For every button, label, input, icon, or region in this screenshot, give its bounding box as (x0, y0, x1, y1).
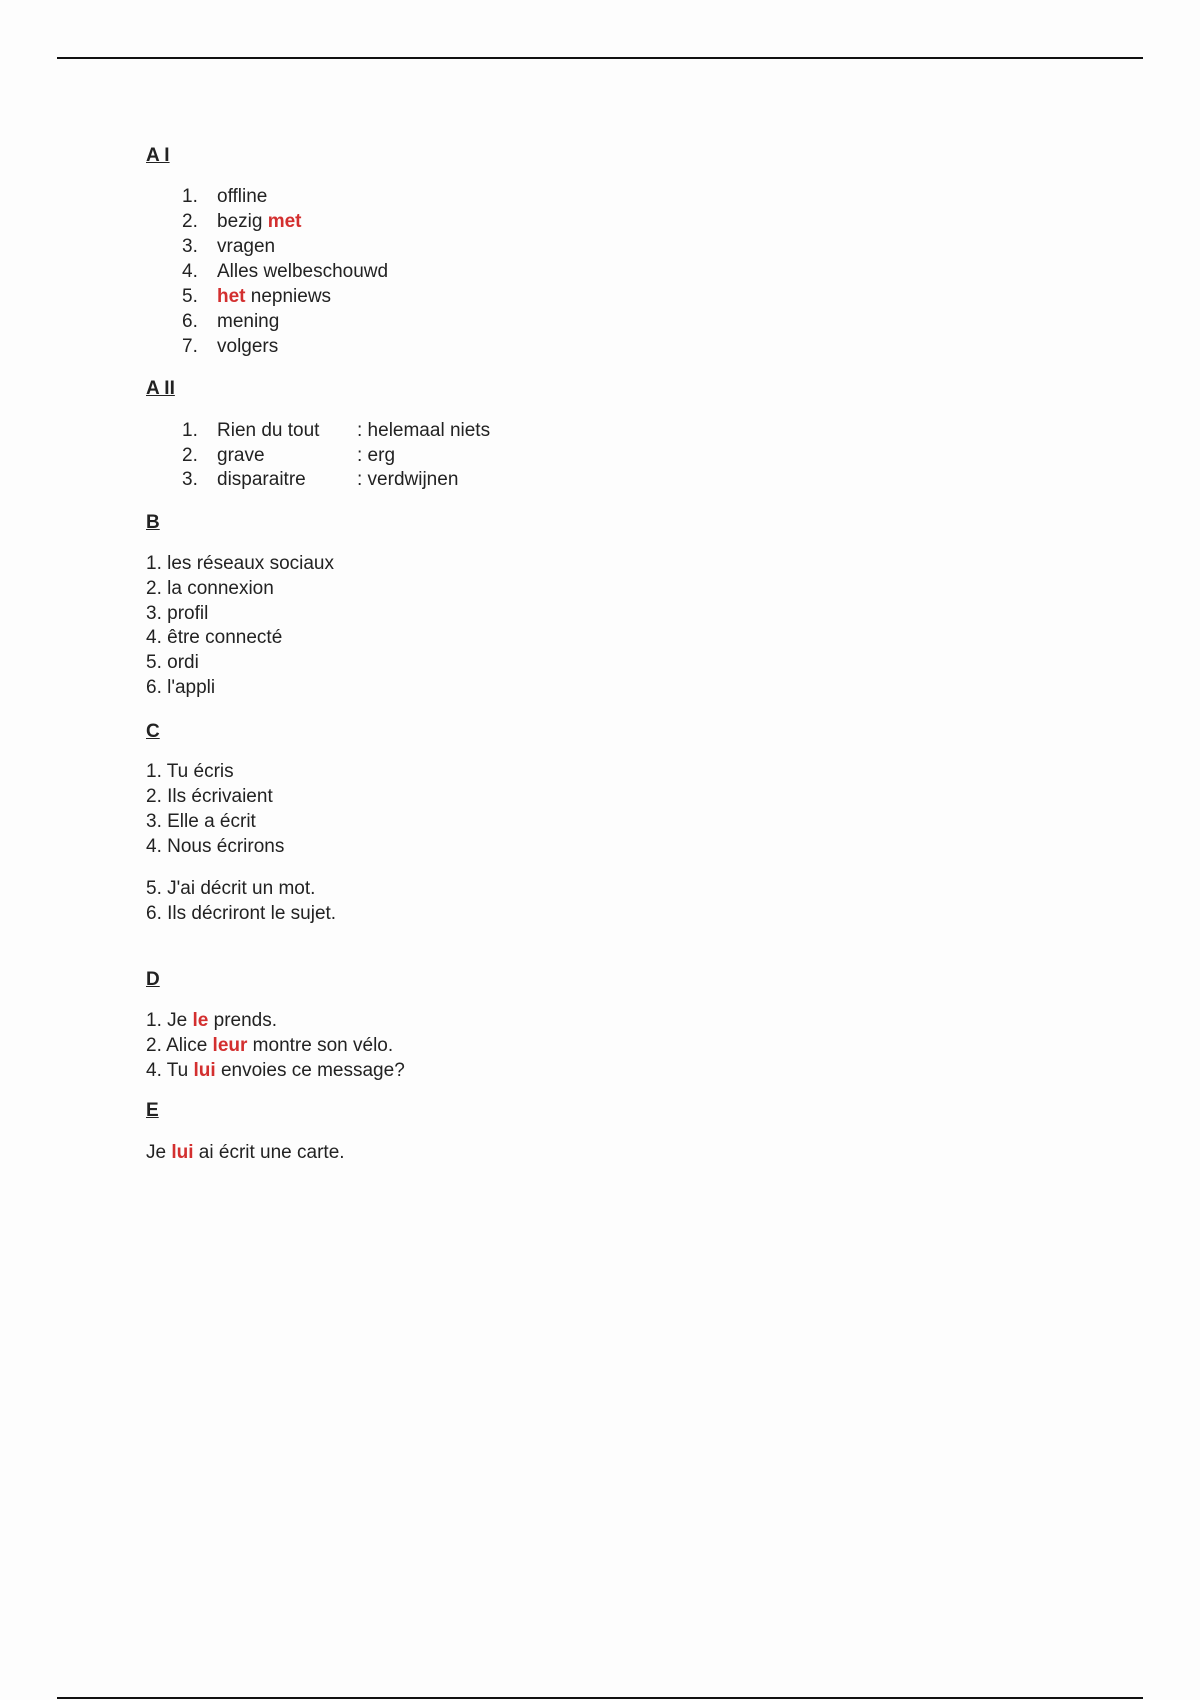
list-item-number: 5. (182, 286, 198, 307)
list-item: 4. Nous écrirons (146, 836, 285, 857)
vocab-definition: : verdwijnen (357, 469, 459, 490)
list-item-number: 6. (182, 311, 198, 332)
section-heading-c: C (146, 721, 160, 742)
list-item: 1. Je le prends. (146, 1010, 277, 1031)
list-item: bezig met (217, 211, 302, 232)
list-item: 2. Alice leur montre son vélo. (146, 1035, 394, 1056)
highlighted-word: lui (171, 1142, 194, 1163)
list-item-number: 4. (182, 261, 198, 282)
vocab-term: Rien du tout (217, 420, 320, 441)
highlighted-word: le (192, 1010, 209, 1031)
list-item-number: 7. (182, 336, 198, 357)
highlighted-word: met (267, 211, 302, 232)
list-item: offline (217, 186, 268, 207)
list-item: 3. profil (146, 603, 209, 624)
vocab-definition: : erg (357, 445, 396, 466)
list-item: 3. Elle a écrit (146, 811, 256, 832)
list-item: 5. J'ai décrit un mot. (146, 878, 316, 899)
list-item: 1. Tu écris (146, 761, 234, 782)
list-item-number: 1. (182, 420, 198, 441)
list-item: 6. Ils décriront le sujet. (146, 903, 337, 924)
section-heading-a1: A I (146, 145, 170, 166)
top-rule (57, 57, 1143, 59)
list-item-number: 2. (182, 445, 198, 466)
list-item: 6. l'appli (146, 677, 216, 698)
highlighted-word: leur (212, 1035, 248, 1056)
section-heading-b: B (146, 512, 160, 533)
list-item-number: 1. (182, 186, 198, 207)
list-item-number: 3. (182, 236, 198, 257)
list-item-number: 2. (182, 211, 198, 232)
vocab-term: disparaitre (217, 469, 306, 490)
section-heading-e: E (146, 1100, 159, 1121)
list-item: 4. être connecté (146, 627, 283, 648)
list-item: 4. Tu lui envoies ce message? (146, 1060, 405, 1081)
list-item: Alles welbeschouwd (217, 261, 389, 282)
list-item: volgers (217, 336, 279, 357)
section-heading-d: D (146, 969, 160, 990)
list-item-number: 3. (182, 469, 198, 490)
vocab-term: grave (217, 445, 265, 466)
vocab-definition: : helemaal niets (357, 420, 491, 441)
highlighted-word: het (217, 286, 246, 307)
sentence: Je lui ai écrit une carte. (146, 1142, 345, 1163)
list-item: vragen (217, 236, 276, 257)
highlighted-word: lui (193, 1060, 216, 1081)
section-heading-a2: A II (146, 378, 175, 399)
list-item: 2. la connexion (146, 578, 274, 599)
bottom-rule (57, 1697, 1143, 1699)
list-item: 5. ordi (146, 652, 199, 673)
list-item: 2. Ils écrivaient (146, 786, 273, 807)
list-item: mening (217, 311, 280, 332)
list-item: 1. les réseaux sociaux (146, 553, 334, 574)
list-item: het nepniews (217, 286, 332, 307)
